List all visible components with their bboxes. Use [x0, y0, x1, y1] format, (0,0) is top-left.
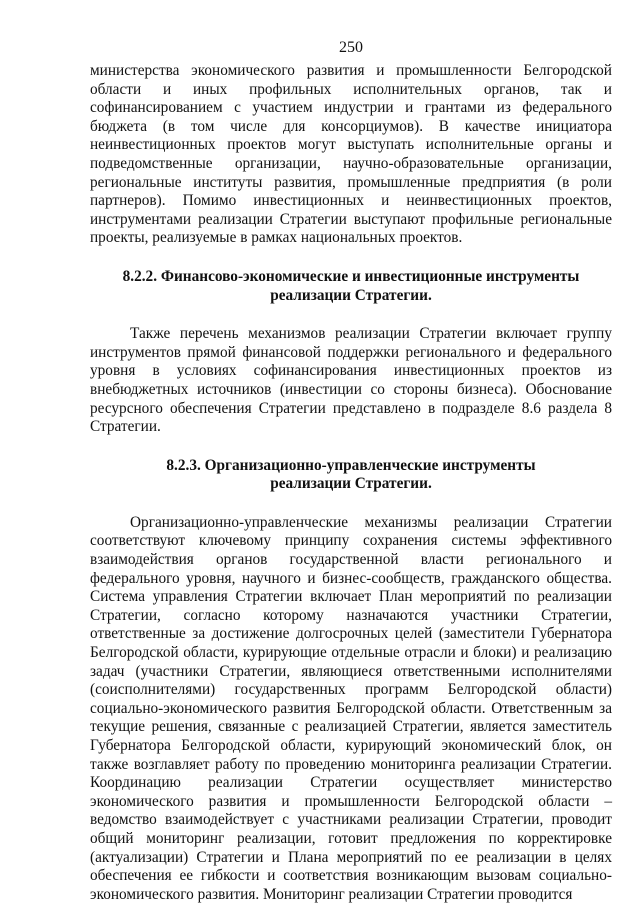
document-page: [90, 38, 612, 904]
section-heading-8-2-2: [90, 268, 612, 305]
heading-line: реализации Стратегии.: [270, 286, 432, 304]
spacer: [90, 494, 612, 514]
paragraph-financial-instruments: Также перечень механизмов реализации Стратегии включает группу инструментов прямой финансовой поддержки регионального и федерального уровня в условиях софинансирования инвестиционных проектов из внебюджетных источников (инвестиции со стороны бизнеса). Обоснование ресурсного обеспечения Стратегии представлено в подразделе 8.6 раздела 8 Стратегии.: [90, 325, 612, 436]
paragraph-projects: министерства экономического развития и промышленности Белгородской области и иных профильных исполнительных органов, так и софинансированием с участием индустрии и грантами из федерального бюджета (в том числе для консорциумов). В качестве инициатора неинвестиционных проектов могут выступать исполнительные органы и подведомственные организации, научно-образовательные организации, региональные институты развития, промышленные предприятия (в роли партнеров). Помимо инвестиционных и неинвестиционных проектов, инструментами реализации Стратегии выступают профильные региональные проекты, реализуемые в рамках национальных проектов.: [90, 62, 612, 247]
heading-line: 8.2.3. Организационно-управленческие инструменты: [166, 456, 536, 474]
spacer: [90, 305, 612, 325]
spacer: [90, 248, 612, 268]
paragraph-organizational-instruments: Организационно-управленческие механизмы реализации Стратегии соответствуют ключевому принципу сохранения системы эффективного взаимодействия органов государственной власти регионального и федерального уровня, научного и бизнес-сообществ, гражданского общества. Система управления Стратегии включает План мероприятий по реализации Стратегии, согласно которому назначаются участники Стратегии, ответственные за достижение долгосрочных целей (заместители Губернатора Белгородской области, курирующие отдельные отрасли и блоки) и реализацию задач (участники Стратегии, являющиеся ответственными исполнителями (соисполнителями) государственных программ Белгородской области) социально-экономического развития Белгородской области. Ответственным за текущие решения, связанные с реализацией Стратегии, является заместитель Губернатора Белгородской области, курирующий экономический блок, он также возглавляет работу по проведению мониторинга реализации Стратегии. Координацию реализации Стратегии осуществляет министерство экономического развития и промышленности Белгородской области – ведомство взаимодействует с участниками реализации Стратегии, проводит общий мониторинг реализации, готовит предложения по корректировке (актуализации) Стратегии и Плана мероприятий по ее реализации в целях обеспечения ее гибкости и соответствия возникающим вызовам социально-экономического развития. Мониторинг реализации Стратегии проводится: [90, 513, 612, 903]
heading-line: реализации Стратегии.: [270, 475, 432, 493]
spacer: [90, 437, 612, 457]
page-number: 250: [339, 39, 363, 56]
heading-line: 8.2.2. Финансово-экономические и инвестиционные инструменты: [122, 267, 580, 285]
section-heading-8-2-3: [90, 457, 612, 494]
